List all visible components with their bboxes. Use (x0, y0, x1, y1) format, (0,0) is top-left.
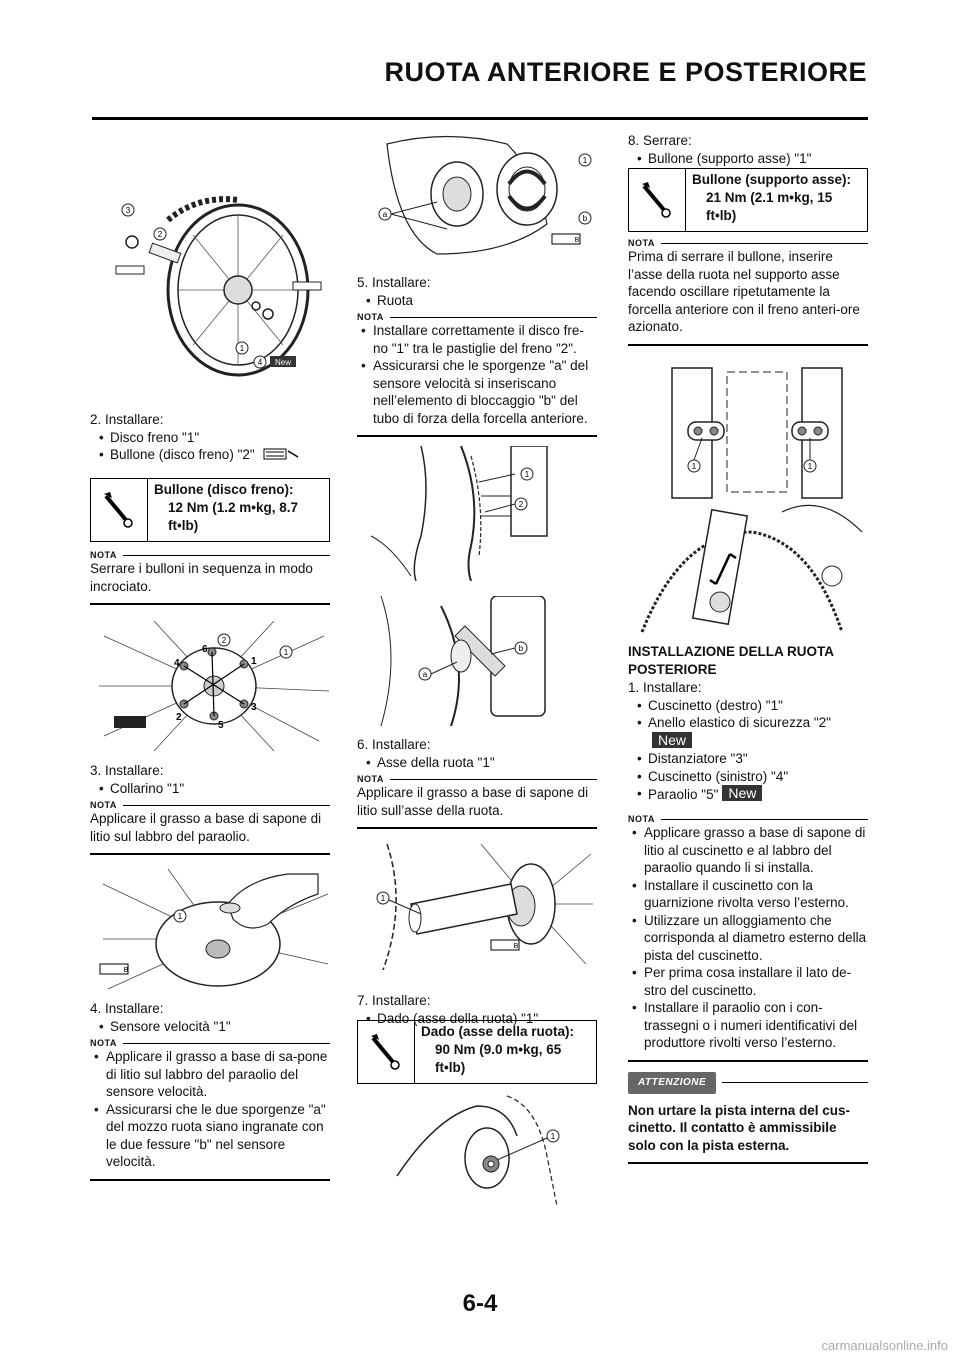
spec-box-2 (357, 1020, 597, 1084)
nota-2 (90, 790, 330, 855)
spec-2-line-3: ft•lb) (435, 1060, 466, 1075)
illustration-wheel-exploded (108, 190, 328, 380)
spec-1-line-2: 12 Nm (1.2 m•kg, 8.7 (168, 500, 299, 515)
illustration-axle-holders (632, 362, 868, 638)
nota-label: NOTA (628, 238, 655, 248)
step-8-item-1: • Bullone (supporto asse) "1" (628, 150, 868, 168)
nota-label: NOTA (90, 800, 117, 810)
callout-1-axle: 1 (380, 894, 386, 903)
nota-3-item-1: • Applicare il grasso a base di sa-pone di litio sul labbro del paraolio del sensore velocità. (90, 1048, 330, 1101)
step-2-item-1: • Disco freno "1" (90, 429, 330, 447)
seq-5: 5 (218, 720, 224, 731)
attenzione-text: Non urtare la pista interna del cus-cinetto. Il contatto è ammissibile solo con la pista esterna. (628, 1094, 868, 1165)
callout-2-disc: 2 (221, 636, 227, 645)
rear-step-1-item-2: • Anello elastico di sicurezza "2" New (628, 714, 868, 750)
spec-3-line-2: 21 Nm (2.1 m•kg, 15 (706, 190, 833, 205)
callout-1-sensor: 1 (582, 156, 588, 165)
step-2-title: 2. Installare: (90, 412, 164, 427)
nota-7-item-2: • Installare il cuscinetto con la guarnizione rivolta verso l’esterno. (628, 877, 868, 912)
spec-2-line-2: 90 Nm (9.0 m•kg, 65 (435, 1042, 562, 1057)
section-title-line-2: POSTERIORE (628, 661, 717, 677)
rear-step-1-item-1: • Cuscinetto (destro) "1" (628, 697, 868, 715)
illustration-disc-pads (361, 446, 597, 581)
illustration-speed-sensor (377, 134, 597, 268)
step-4-item-1: • Sensore velocità "1" (90, 1018, 330, 1036)
nota-3 (90, 1028, 330, 1181)
illustration-wheel-axle (371, 844, 597, 970)
rear-step-1-item-4: • Cuscinetto (sinistro) "4" (628, 768, 868, 786)
seq-4: 4 (174, 658, 180, 669)
section-rear-wheel (628, 643, 868, 678)
step-8-block (628, 132, 868, 167)
torque-wrench-icon (358, 1021, 415, 1083)
nota-7-item-1: • Applicare grasso a base di sapone di litio al cuscinetto e al labbro del paraolio quando li si installa. (628, 824, 868, 877)
grease-mark: B (123, 967, 129, 974)
nota-6 (628, 228, 868, 346)
nota-label: NOTA (628, 814, 655, 824)
section-title-line-1: INSTALLAZIONE DELLA RUOTA (628, 644, 834, 659)
nota-5-text: Applicare il grasso a base di sapone di litio sull’asse della ruota. (357, 784, 597, 829)
nota-4 (357, 302, 597, 437)
nota-1-text: Serrare i bulloni in sequenza in modo incrociato. (90, 560, 330, 605)
step-6-title: 6. Installare: (357, 737, 431, 752)
page-title: RUOTA ANTERIORE E POSTERIORE (384, 57, 867, 87)
callout-1-disc: 1 (283, 648, 289, 657)
step-2-block (90, 411, 330, 464)
nota-3-item-2: • Assicurarsi che le due sporgenze "a" del mozzo ruota siano ingranate con le due fessure "b" nel sensore velocità. (90, 1101, 330, 1171)
seq-2: 2 (176, 712, 182, 723)
nota-5 (357, 764, 597, 829)
callout-1: 1 (239, 344, 245, 353)
step-7-title: 7. Installare: (357, 993, 431, 1008)
new-badge: New (274, 358, 292, 367)
footer-url: carmanualsonline.info (821, 1338, 948, 1353)
step-2-item-2: • Bullone (disco freno) "2" (90, 446, 330, 464)
callout-b-sensor: b (582, 214, 588, 223)
new-badge: New (722, 785, 762, 801)
nota-label: NOTA (357, 312, 384, 322)
illustration-axle-nut (387, 1086, 577, 1206)
spec-2-line-1: Dado (asse della ruota): (421, 1024, 575, 1039)
callout-1-collar: 1 (177, 912, 183, 921)
callout-2-pads: 2 (518, 500, 524, 509)
spec-box-3 (628, 168, 868, 232)
step-7-item-1: • Dado (asse della ruota) "1" (357, 1010, 597, 1028)
seq-1: 1 (251, 656, 257, 667)
grease-mark-sensor: B (574, 237, 580, 244)
nota-label: NOTA (357, 774, 384, 784)
grease-mark-axle: B (513, 943, 519, 950)
rear-step-1-block (628, 679, 868, 804)
step-5-title: 5. Installare: (357, 275, 431, 290)
nota-7-item-4: • Per prima cosa installare il lato de-stro del cuscinetto. (628, 964, 868, 999)
spec-box-1 (90, 478, 330, 542)
new-badge: New (652, 732, 692, 748)
callout-1-holder-left: 1 (691, 462, 697, 471)
spec-3-line-1: Bullone (supporto asse): (692, 172, 852, 187)
callout-4: 4 (257, 358, 263, 367)
nota-2-text: Applicare il grasso a base di sapone di litio sul labbro del paraolio. (90, 810, 330, 855)
step-3-title: 3. Installare: (90, 763, 164, 778)
callout-a-sensor: a (382, 210, 388, 219)
step-4-title: 4. Installare: (90, 1001, 164, 1016)
page-number: 6-4 (462, 1290, 498, 1317)
nota-1 (90, 540, 330, 605)
spec-3-line-3: ft•lb) (706, 208, 737, 223)
torque-wrench-icon (91, 479, 148, 541)
callout-b-lug: b (518, 644, 524, 653)
nota-6-text: Prima di serrare il bullone, inserire l’asse della ruota nel supporto asse facendo oscillare ripetutamente la forcella anteriore con il freno anteri-ore azionato. (628, 248, 868, 346)
nota-4-item-1: • Installare correttamente il disco fre-no "1" tra le pastiglie del freno "2". (357, 322, 597, 357)
step-8-title: 8. Serrare: (628, 133, 692, 148)
nota-label: NOTA (90, 550, 117, 560)
seq-3: 3 (251, 702, 257, 713)
callout-3: 3 (125, 206, 131, 215)
attenzione-label: ATTENZIONE (628, 1072, 716, 1094)
callout-2: 2 (157, 230, 163, 239)
locking-agent-icon (262, 447, 302, 461)
illustration-fork-lug (361, 596, 597, 726)
rear-step-1-item-5: • Paraolio "5" New (628, 785, 868, 804)
illustration-bolt-sequence (94, 616, 330, 752)
step-3-item-1: • Collarino "1" (90, 780, 330, 798)
nota-4-item-2: • Assicurarsi che le sporgenze "a" del sensore velocità si inseriscano nell’elemento di bloccaggio "b" del tubo di forza della forcella anteriore. (357, 357, 597, 427)
attenzione-block (628, 1064, 868, 1164)
step-5-item-1: • Ruota (357, 292, 597, 310)
illustration-collar (98, 864, 330, 994)
seq-6: 6 (202, 644, 208, 655)
callout-1-nut: 1 (550, 1132, 556, 1141)
nota-label: NOTA (90, 1038, 117, 1048)
torque-wrench-icon (629, 169, 686, 231)
rear-step-1-title: 1. Installare: (628, 680, 702, 695)
callout-1-pads: 1 (524, 470, 530, 479)
step-6-item-1: • Asse della ruota "1" (357, 754, 597, 772)
callout-1-holder-right: 1 (807, 462, 813, 471)
callout-a-lug: a (422, 670, 428, 679)
nota-7 (628, 804, 868, 1062)
title-rule (92, 117, 868, 120)
rear-step-1-item-3: • Distanziatore "3" (628, 750, 868, 768)
spec-1-line-3: ft•lb) (168, 518, 199, 533)
nota-7-item-5: • Installare il paraolio con i con-trassegni o i numeri identificativi del produttore rivolti verso l’esterno. (628, 999, 868, 1052)
nota-7-item-3: • Utilizzare un alloggiamento che corrisponda al diametro esterno della pista del cuscinetto. (628, 912, 868, 965)
spec-1-line-1: Bullone (disco freno): (154, 482, 294, 497)
